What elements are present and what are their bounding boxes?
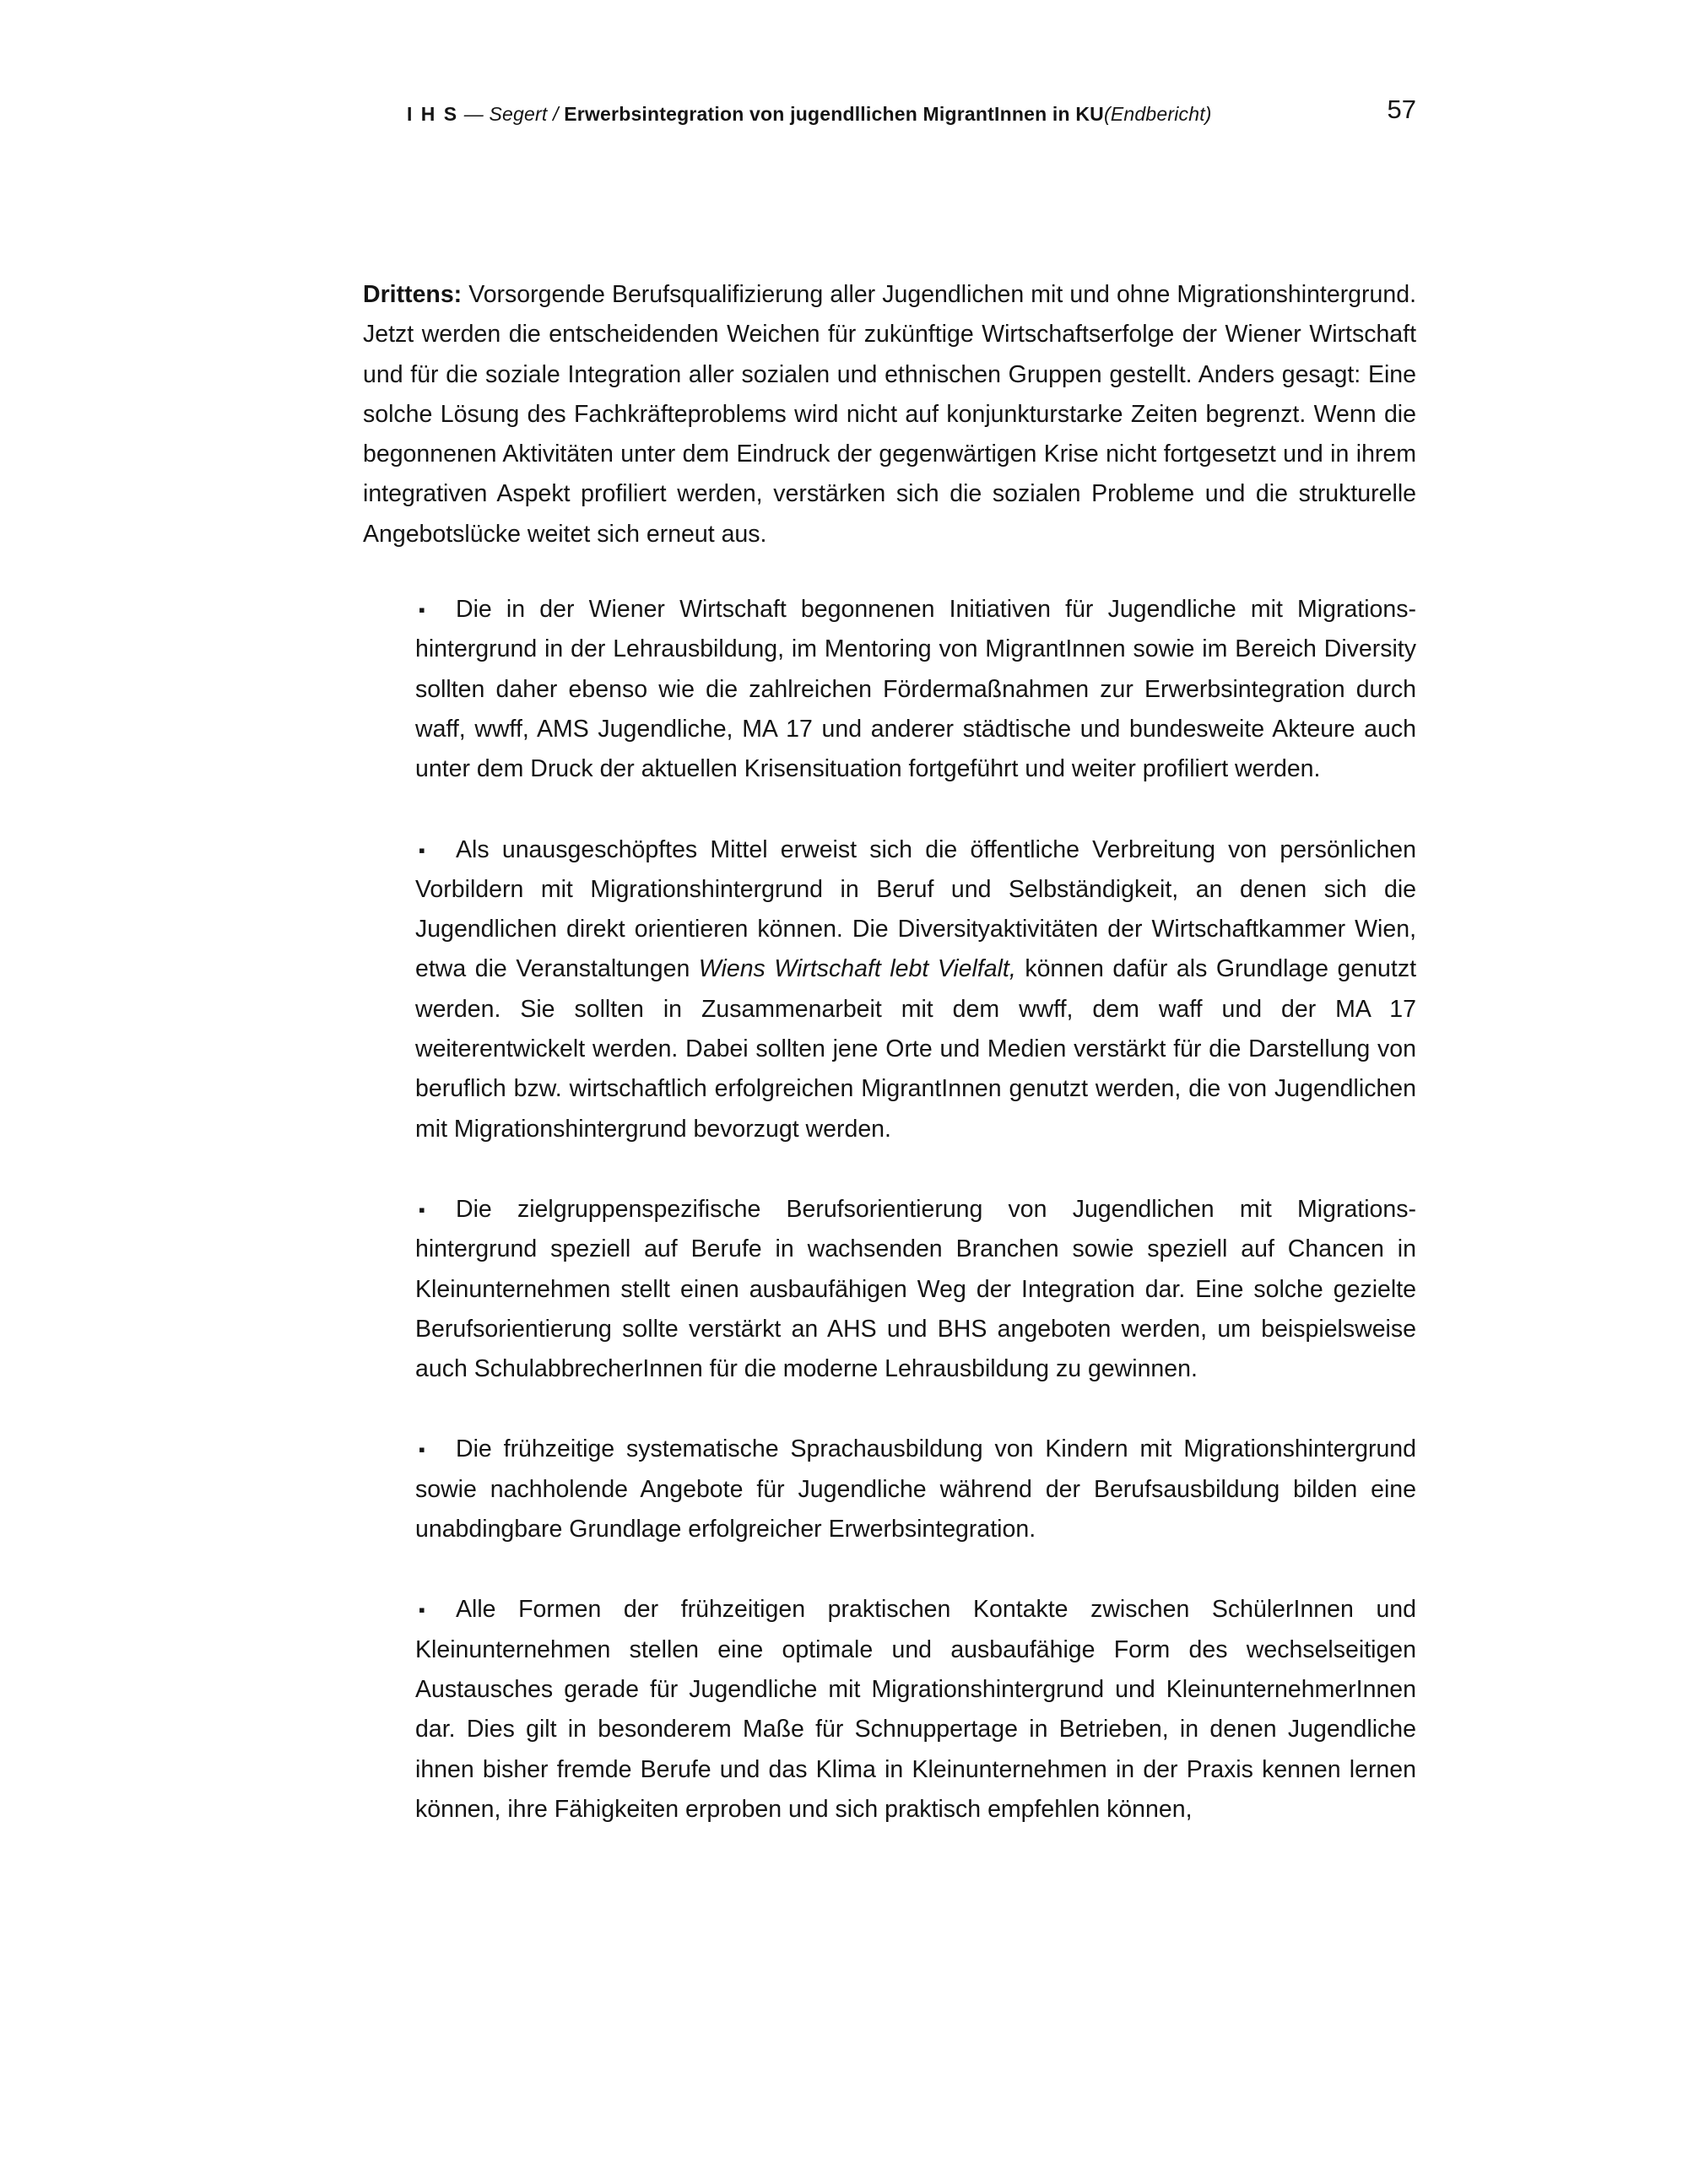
intro-lead: Drittens:: [363, 281, 463, 308]
list-item-text-part: können dafür als Grundlage genutzt werden. Sie sollten in Zusammenarbeit mit dem wwff, dem waff und der MA 17 weiterentwickelt werden. Dabei sollten jene Orte und Medien verstärkt für die Darstellung von beruflich bzw. wirtschaftlich erfolgreichen MigrantInnen genutzt werden, die von Jugendlichen mit Migrationshintergrund bevorzugt werden.: [415, 955, 1416, 1143]
list-item-text: [415, 830, 1416, 1149]
running-header: [407, 103, 1212, 126]
list-item: [415, 1590, 1416, 1830]
bullet-icon: ▪: [419, 1198, 425, 1220]
header-title: Erwerbsintegration von jugendllichen MigrantInnen in KU: [564, 103, 1104, 125]
list-item: [415, 1430, 1416, 1549]
list-item-text-part: Als unausgeschöpftes Mittel erweist sich die öffentliche Verbreitung von persönlichen Vorbildern mit Migrationshintergrund in Beruf und Selbständigkeit, an denen sich die Jugendlichen direkt orientieren können. Die Diversityaktivitäten der Wirtschaftkammer Wien, etwa die Veranstaltungen: [415, 835, 1416, 983]
bullet-icon: ▪: [419, 599, 425, 621]
page-number: 57: [1387, 95, 1416, 124]
document-body: [363, 275, 1416, 1870]
header-separator: —: [458, 103, 490, 125]
bullet-icon: ▪: [419, 1599, 425, 1621]
list-item-text: Die zielgruppenspezifische Berufsorientierung von Jugendlichen mit Migrationshintergrund speziell auf Berufe in wachsenden Branchen sowie speziell auf Chancen in Kleinunternehmen stellt einen ausbaufähigen Weg der Integration dar. Eine solche gezielte Berufsorientierung sollte verstärkt an AHS und BHS angeboten werden, um beispielsweise auch SchulabbrecherInnen für die moderne Lehrausbildung zu gewinnen.: [415, 1195, 1416, 1383]
list-item-text: Die in der Wiener Wirtschaft begonnenen Initiativen für Jugendliche mit Migrationshintergrund in der Lehrausbildung, im Mentoring von MigrantInnen sowie im Bereich Diversity sollten daher ebenso wie die zahlreichen Fördermaßnahmen zur Erwerbsintegration durch waff, wwff, AMS Jugendliche, MA 17 und anderer städtische und bundesweite Akteure auch unter dem Druck der aktuellen Krisensituation fortgeführt und weiter profiliert werden.: [415, 596, 1416, 783]
recommendation-list: [363, 590, 1416, 1830]
list-item: [415, 1190, 1416, 1389]
list-item: [415, 830, 1416, 1149]
header-subtitle: (Endbericht): [1103, 103, 1212, 125]
bullet-icon: ▪: [419, 839, 425, 861]
intro-paragraph: [363, 275, 1416, 554]
header-org: I H S: [407, 103, 459, 125]
event-title: Wiens Wirtschaft lebt Vielfalt,: [698, 955, 1016, 983]
header-author: Segert /: [489, 103, 565, 125]
bullet-icon: ▪: [419, 1439, 425, 1461]
page-header: [407, 95, 1416, 132]
list-item-text: Alle Formen der frühzeitigen praktischen Kontakte zwischen SchülerInnen und Kleinunternehmen stellen eine optimale und ausbaufähige Form des wechselseitigen Austausches gerade für Jugendliche mit Migrationshintergrund und KleinunternehmerInnen dar. Dies gilt in besonderem Maße für Schnuppertage in Betrieben, in denen Jugendliche ihnen bisher fremde Berufe und das Klima in Kleinunternehmen in der Praxis kennen lernen können, ihre Fähigkeiten erproben und sich praktisch empfehlen können,: [415, 1596, 1416, 1823]
list-item: [415, 590, 1416, 789]
list-item-text: Die frühzeitige systematische Sprachausbildung von Kindern mit Migrationshintergrund sowie nachholende Angebote für Jugendliche während der Berufsausbildung bilden eine unabdingbare Grundlage erfolgreicher Erwerbsintegration.: [415, 1435, 1416, 1543]
intro-text: Vorsorgende Berufsqualifizierung aller Jugendlichen mit und ohne Migrationshintergrund. Jetzt werden die entscheidenden Weichen für zukünftige Wirtschaftserfolge der Wiener Wirtschaft und für die soziale Integration aller sozialen und ethnischen Gruppen gestellt. Anders gesagt: Eine solche Lösung des Fachkräfteproblems wird nicht auf konjunkturstarke Zeiten begrenzt. Wenn die begonnenen Aktivitäten unter dem Eindruck der gegenwärtigen Krise nicht fortgesetzt und in ihrem integrativen Aspekt profiliert werden, verstärken sich die sozialen Probleme und die strukturelle Angebotslücke weitet sich erneut aus.: [363, 281, 1416, 548]
